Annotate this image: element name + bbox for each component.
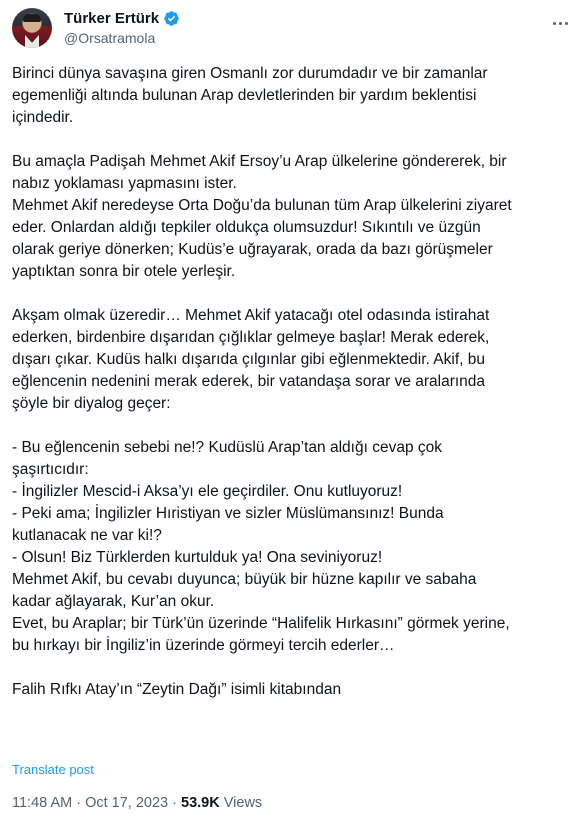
tweet-text-line: Mehmet Akif, bu cevabı duyunca; büyük bir hüzne kapılır ve sabaha (12, 571, 477, 588)
paragraph-gap (12, 129, 578, 151)
meta-separator: · (72, 795, 86, 811)
avatar-collar (25, 35, 39, 48)
tweet-text-line: eder. Onlardan aldığı tepkiler oldukça olumsuzdur! Sıkıntılı ve üzgün (12, 219, 481, 236)
tweet-text-line: - Peki ama; İngilizler Hıristiyan ve sizler Müslümansınız! Bunda (12, 505, 444, 522)
author-handle[interactable]: @Orsatramola (64, 30, 156, 46)
tweet-text-line: Birinci dünya savaşına giren Osmanlı zor durumdadır ve bir zamanlar (12, 65, 488, 82)
avatar[interactable] (12, 8, 52, 48)
tweet-text-line: şaşırtıcıdır: (12, 461, 89, 478)
views-label: Views (219, 795, 263, 811)
tweet-text-line: Evet, bu Araplar; bir Türk’ün üzerinde “Halifelik Hırkasını” görmek yerine, (12, 615, 510, 632)
tweet-date[interactable]: Oct 17, 2023 (85, 795, 169, 811)
tweet-text-line: Bu amaçla Padişah Mehmet Akif Ersoy’u Arap ülkelerine göndererek, bir (12, 153, 507, 170)
more-horizontal-icon[interactable] (550, 13, 570, 33)
tweet-text-line: Mehmet Akif neredeyse Orta Doğu’da bulunan tüm Arap ülkelerini ziyaret (12, 197, 512, 214)
tweet-text-line: kutlanacak ne var ki!? (12, 527, 162, 544)
translate-post-link[interactable]: Translate post (12, 762, 94, 777)
tweet-text-line: yaptıktan sonra bir otele yerleşir. (12, 263, 236, 280)
tweet-text-line: ederken, birdenbire dışarıdan çığlıklar gelmeye başlar! Merak ederek, (12, 329, 490, 346)
tweet-text-line: - Olsun! Biz Türklerden kurtulduk ya! Ona seviniyoruz! (12, 549, 383, 566)
views-count: 53.9K (181, 795, 220, 811)
tweet-metadata (12, 795, 262, 811)
verified-badge-icon (163, 10, 180, 27)
tweet-text-line: eğlencenin nedenini merak ederek, bir vatandaşa sorar ve aralarında (12, 373, 486, 390)
paragraph-gap (12, 657, 578, 679)
tweet-text-line: nabız yoklaması yapmasını ister. (12, 175, 237, 192)
paragraph-gap (12, 415, 578, 437)
tweet-text-line: bu hırkayı bir İngiliz’in üzerinde görmeyi tercih ederler… (12, 637, 395, 654)
tweet-text-line: dışarı çıkar. Kudüs halkı dışarıda çılgınlar gibi eğlenmektedir. Akif, bu (12, 351, 485, 368)
tweet-time[interactable]: 11:48 AM (12, 795, 73, 811)
tweet-text-line: - İngilizler Mescid-i Aksa’yı ele geçirdiler. Onu kutluyoruz! (12, 483, 403, 500)
tweet-text-line: içindedir. (12, 109, 74, 126)
author-display-name[interactable]: Türker Ertürk (64, 10, 160, 27)
tweet-text-line: şöyle bir diyalog geçer: (12, 395, 171, 412)
tweet-text-line: egemenliği altında bulunan Arap devletlerinden bir yardım beklentisi (12, 87, 477, 104)
tweet-text-line: - Bu eğlencenin sebebi ne!? Kudüslü Arap’tan aldığı cevap çok (12, 439, 442, 456)
tweet-text (12, 63, 578, 701)
tweet-text-line: olarak geriye dönerken; Kudüs’e uğrayarak, orada da bazı görüşmeler (12, 241, 493, 258)
author-name-row (64, 10, 180, 27)
tweet-header (12, 7, 572, 49)
avatar-hair (23, 14, 41, 22)
meta-separator: · (168, 795, 182, 811)
tweet-text-line: kadar ağlayarak, Kur’an okur. (12, 593, 215, 610)
tweet-text-line: Falih Rıfkı Atay’ın “Zeytin Dağı” isimli kitabından (12, 681, 342, 698)
tweet-text-line: Akşam olmak üzeredir… Mehmet Akif yatacağı otel odasında istirahat (12, 307, 490, 324)
paragraph-gap (12, 283, 578, 305)
